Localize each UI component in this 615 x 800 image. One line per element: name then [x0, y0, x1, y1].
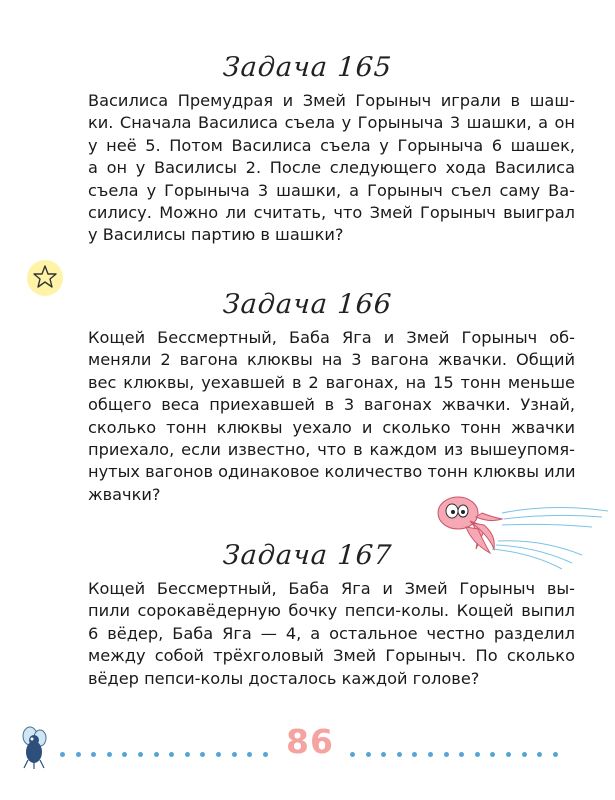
task-165-text: [88, 90, 575, 247]
dotted-line-right: [350, 742, 568, 750]
text-line: общего веса приехавшей в 3 вагонах жвачки. Узнай,: [88, 395, 575, 415]
text-line: Кощей Бессмертный, Баба Яга и Змей Горыныч вы-: [88, 579, 575, 598]
text-line: приехало, если известно, что в каждом из вышеупомя-: [88, 440, 575, 460]
text-line: ки. Сначала Василиса съела у Горыныча 3 шашки, а он: [88, 113, 575, 133]
text-line: Кощей Бессмертный, Баба Яга и Змей Горыныч об-: [88, 328, 575, 347]
text-line: жвачки?: [88, 484, 161, 504]
text-line: съела у Горыныча 3 шашки, а Горыныч съел саму Ва-: [88, 180, 575, 200]
text-line: у неё 5. Потом Василиса съела у Горыныча 6 шашек,: [88, 135, 575, 155]
text-line: вес клюквы, уехавшей в 2 вагонах, на 15 тонн меньше: [88, 372, 575, 392]
text-line: вёдер пепси-колы досталось каждой голове?: [88, 668, 480, 688]
task-167-text: [88, 578, 575, 690]
text-line: 6 вёдер, Баба Яга — 4, а остальное честно разделил: [88, 623, 575, 643]
page-number: 86: [286, 722, 334, 761]
task-165-title: Задача 165: [221, 52, 394, 83]
text-line: а он у Василисы 2. После следующего хода Василиса: [88, 158, 575, 178]
fly-illustration: [12, 724, 54, 770]
task-167-title: Задача 167: [221, 540, 394, 571]
text-line: сколько тонн клюквы уехало и сколько тонн жвачки: [88, 417, 575, 437]
text-line: пили сорокавёдерную бочку пепси-колы. Кощей выпил: [88, 601, 575, 621]
text-line: нутых вагонов одинаковое количество тонн клюквы или: [88, 462, 576, 482]
text-line: у Василисы партию в шашки?: [88, 225, 344, 245]
text-line: силису. Можно ли считать, что Змей Горыныч выиграл: [88, 203, 575, 223]
task-166-title: Задача 166: [221, 289, 394, 320]
text-line: между собой трёхголовый Змей Горыныч. По сколько: [88, 646, 575, 666]
task-166-text: [88, 327, 575, 506]
dotted-line-left: [60, 742, 278, 750]
text-line: Василиса Премудрая и Змей Горыныч играли в шаш-: [88, 91, 575, 110]
text-line: меняли 2 вагона клюквы на 3 вагона жвачки. Общий: [88, 350, 575, 370]
